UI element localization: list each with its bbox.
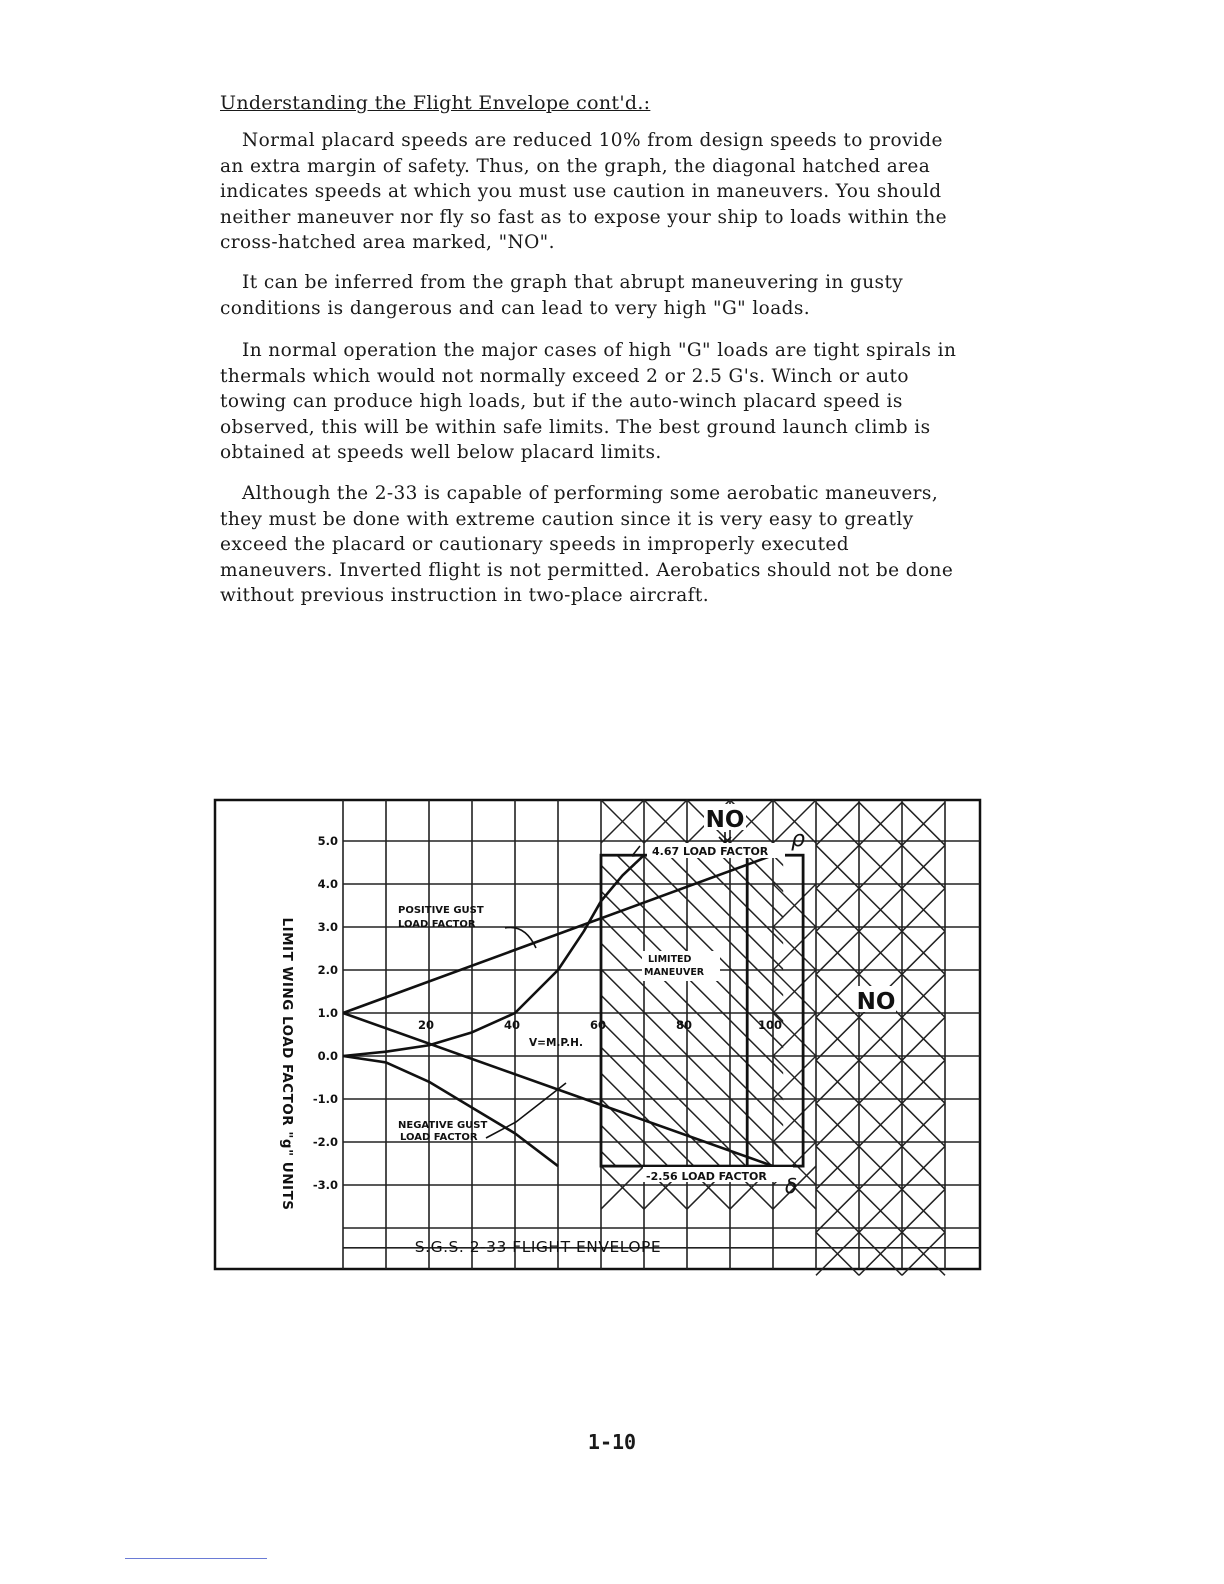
page-heading: Understanding the Flight Envelope cont'd.:: [220, 92, 651, 114]
caution-hatch-line: [1137, 855, 1224, 1175]
limited-maneuver-word1: LIMITED: [648, 954, 692, 965]
y-tick-label: 2.0: [317, 963, 338, 977]
paragraph-aerobatics: Although the 2-33 is capable of performing some aerobatic maneuvers, they must be done with extreme caution since it is very easy to greatly exceed the placard or cautionary speeds in improperly executed maneuvers. Inverted flight is not permitted. Aerobatics should not be done without previous instruction in two-place aircraft.: [220, 483, 954, 607]
footnote-rule: [125, 1558, 267, 1559]
caution-hatch-line: [1033, 855, 1224, 1175]
mark-bottom: δ: [785, 1174, 798, 1198]
y-tick-label: 3.0: [317, 920, 338, 934]
caution-hatch-line: [1189, 855, 1224, 1175]
x-tick-label: 40: [503, 1018, 521, 1032]
y-tick-label: 1.0: [317, 1006, 338, 1020]
x-tick-label: 20: [417, 1018, 435, 1032]
caution-hatch-line: [981, 855, 1224, 1175]
caution-hatch-line: [1007, 855, 1224, 1175]
paragraph-gusty-conditions: It can be inferred from the graph that abrupt maneuvering in gusty conditions is dangerous and can lead to very high "G" loads.: [220, 272, 904, 319]
positive-gust-label-line1: POSITIVE GUST: [398, 905, 484, 916]
caution-hatch-line: [1163, 855, 1224, 1175]
caution-hatch-line: [1085, 855, 1224, 1175]
y-tick-label: -2.0: [312, 1135, 338, 1149]
y-tick-label: 4.0: [317, 877, 338, 891]
x-tick-label: 100: [757, 1018, 783, 1032]
caution-hatch-line: [955, 855, 1224, 1175]
y-axis-label: LIMIT WING LOAD FACTOR "g" UNITS: [279, 917, 295, 1211]
no-zone-right-label: NO: [856, 989, 896, 1015]
x-tick-label: 80: [675, 1018, 693, 1032]
mark-top: ρ: [791, 827, 805, 852]
positive-gust-label-line2: LOAD FACTOR: [398, 919, 476, 930]
y-tick-label: -3.0: [312, 1178, 338, 1192]
caution-hatch-line: [1111, 855, 1224, 1175]
caution-hatch-line: [1059, 855, 1224, 1175]
page-number: 1-10: [587, 1430, 637, 1454]
limited-maneuver-word2: MANEUVER: [644, 967, 705, 978]
x-axis-label: V=M.P.H.: [529, 1037, 583, 1049]
no-zone-top-label: NO: [705, 807, 745, 833]
negative-gust-label-line2: LOAD FACTOR: [400, 1132, 478, 1143]
chart-title: S.G.S. 2-33 FLIGHT ENVELOPE: [414, 1238, 662, 1256]
y-tick-label: 0.0: [317, 1049, 338, 1063]
paragraph-placard-speeds: Normal placard speeds are reduced 10% from design speeds to provide an extra margin of safety. Thus, on the graph, the diagonal hatched area indicates speeds at which you must use caution in maneuvers. You should neither maneuver nor fly so fast as to expose your ship to loads within the cross-hatched area marked, "NO".: [220, 130, 948, 254]
negative-limit-label: -2.56 LOAD FACTOR: [646, 1170, 767, 1183]
paragraph-normal-operation: In normal operation the major cases of high "G" loads are tight spirals in thermals which would not normally exceed 2 or 2.5 G's. Winch or auto towing can produce high loads, but if the auto-winch placard speed is observed, this will be within safe limits. The best ground launch climb is obtained at speeds well below placard limits.: [220, 340, 957, 464]
y-tick-label: 5.0: [317, 834, 338, 848]
y-tick-label: -1.0: [312, 1092, 338, 1106]
chart-frame: [215, 800, 980, 1269]
x-tick-label: 60: [589, 1018, 607, 1032]
negative-gust-label-line1: NEGATIVE GUST: [398, 1120, 488, 1131]
positive-limit-label: 4.67 LOAD FACTOR: [652, 845, 769, 858]
